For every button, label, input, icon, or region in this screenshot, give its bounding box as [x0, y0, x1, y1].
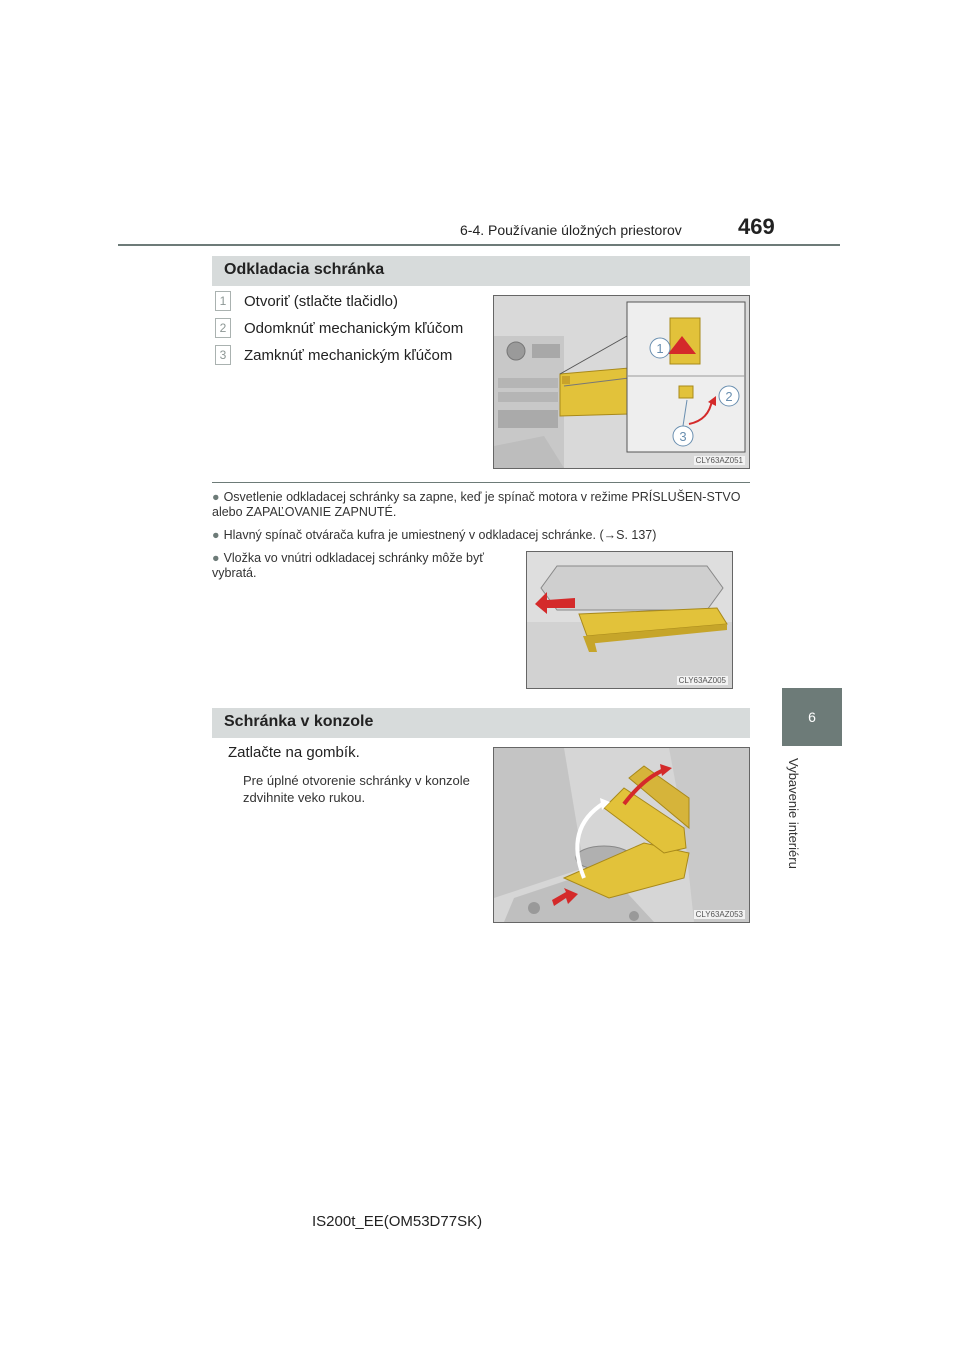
section-heading-glovebox — [212, 256, 750, 286]
chapter-tab — [782, 688, 842, 746]
step-text: Zamknúť mechanickým kľúčom — [244, 346, 453, 364]
bullet-icon: ● — [212, 528, 220, 542]
step-2 — [215, 317, 463, 339]
step-number: 3 — [215, 345, 231, 365]
insert-illustration — [527, 552, 732, 688]
running-header: 6-4. Používanie úložných priestorov — [460, 222, 682, 238]
callout-1: 1 — [656, 341, 664, 356]
chapter-number: 6 — [808, 709, 816, 725]
bullet-icon: ● — [212, 551, 220, 565]
note-trunk-switch — [212, 528, 750, 543]
console-figure — [493, 747, 750, 923]
model-code: IS200t_EE(OM53D77SK) — [312, 1213, 483, 1230]
step-3 — [215, 344, 452, 366]
callout-2: 2 — [725, 389, 733, 404]
console-substep: Pre úplné otvorenie schránky v konzole zdvihnite veko rukou. — [243, 773, 470, 805]
note-text: Osvetlenie odkladacej schránky sa zapne, keď je spínač motora v režime PRÍSLUŠEN-STVO alebo ZAPAĽOVANIE ZAPNUTÉ. — [212, 490, 741, 519]
bullet-icon: ● — [212, 490, 220, 504]
insert-figure — [526, 551, 733, 689]
step-number: 2 — [215, 318, 231, 338]
step-text: Odomknúť mechanickým kľúčom — [244, 319, 464, 337]
figure-code: CLY63AZ053 — [695, 910, 743, 919]
note-text: Hlavný spínač otvárača kufra je umiestnený v odkladacej schránke. (→S. 137) — [223, 528, 657, 542]
page-number: 469 — [738, 214, 775, 239]
glovebox-figure — [493, 295, 750, 469]
step-number: 1 — [215, 291, 231, 311]
section-heading-console — [212, 708, 750, 738]
step-1 — [215, 290, 398, 312]
section-heading-text: Odkladacia schránka — [224, 261, 385, 278]
chapter-label — [783, 758, 805, 898]
section-divider — [212, 482, 750, 483]
chapter-title: Vybavenie interiéru — [786, 758, 801, 869]
figure-code: CLY63AZ005 — [678, 676, 726, 685]
console-illustration — [494, 748, 749, 922]
step-text: Otvoriť (stlačte tlačidlo) — [244, 292, 398, 310]
section-heading-text: Schránka v konzole — [224, 713, 374, 730]
header-rule — [118, 244, 840, 246]
glovebox-illustration — [494, 296, 749, 468]
console-step: Zatlačte na gombík. — [228, 744, 360, 761]
figure-code: CLY63AZ051 — [695, 456, 743, 465]
note-insert — [212, 551, 512, 581]
callout-3: 3 — [679, 429, 687, 444]
note-text: Vložka vo vnútri odkladacej schránky môže byť vybratá. — [212, 551, 484, 580]
note-lighting — [212, 490, 750, 520]
